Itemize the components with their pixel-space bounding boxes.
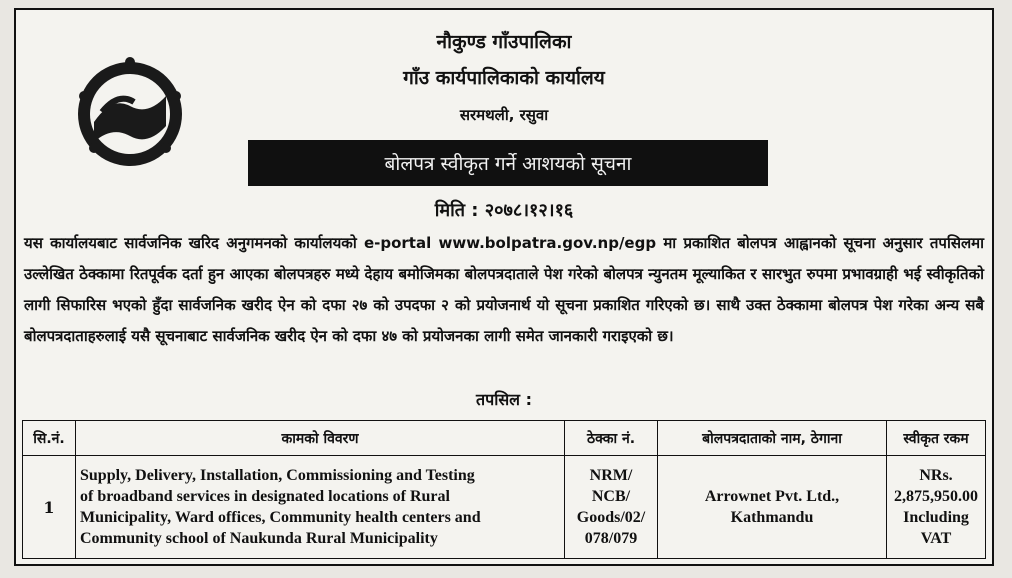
office-name: गाँउ कार्यपालिकाको कार्यालय [403,67,605,89]
header-description: कामको विवरण [76,421,565,456]
contract-no-line: 078/079 [584,530,638,547]
cell-contract-no [565,456,658,559]
bidder-line: Kathmandu [730,509,814,526]
amount-line: 2,875,950.00 [894,488,978,505]
amount-line: Including [903,509,969,526]
details-heading: तपसिल : [476,390,532,409]
award-table [22,420,986,559]
office-location: सरमथली, रसुवा [459,106,549,124]
contract-no-line: Goods/02/ [576,509,646,526]
header-sn: सि.नं. [23,421,76,456]
notice-title: बोलपत्र स्वीकृत गर्ने आशयको सूचना [384,153,632,175]
notice-date: मिति : २०७८।१२।१६ [434,200,574,221]
header-amount: स्वीकृत रकम [887,421,986,456]
bidder-line: Arrownet Pvt. Ltd., [704,488,840,505]
description-line: Community school of Naukunda Rural Municipality [80,530,438,547]
amount-line: NRs. [919,467,953,484]
cell-description [76,456,565,559]
notice-body: यस कार्यालयबाट सार्वजनिक खरिद अनुगमनको कार्यालयको e-portal www.bolpatra.gov.np/egp मा प्रकाशित बोलपत्र आह्वानको सूचना अनुसार तपसिलमा उल्लेखित ठेक्कामा रितपूर्वक दर्ता हुन आएका बोलपत्रहरु मध्ये देहाय बमोजिमका बोलपत्रदाताले पेश गरेको बोलपत्र न्युनतम मूल्याकित र सारभुत रुपमा प्रभावग्राही भई स्वीकृतिको लागी सिफारिस भएको हुँदा सार्वजनिक खरीद ऐन को दफा २७ को उपदफा २ को प्रयोजनार्थ यो सूचना प्रकाशित गरिएको छ। साथै उक्त ठेक्कामा बोलपत्र पेश गरेका अन्य सबै बोलपत्रदाताहरुलाई यसै सूचनाबाट सार्वजनिक खरीद ऐन को दफा ४७ को प्रयोजनका लागी समेत जानकारी गराइएको छ। [24,234,984,345]
table-row [23,456,986,559]
amount-line: VAT [920,530,952,547]
table-header-row [23,421,986,456]
description-line: Municipality, Ward offices, Community health centers and [80,509,481,526]
description-line: of broadband services in designated locations of Rural [80,488,450,505]
contract-no-line: NRM/ [589,467,633,484]
cell-bidder [658,456,887,559]
notice-title-banner [248,140,768,186]
cell-sn: 1 [23,456,76,559]
municipality-name: नौकुण्ड गाँउपालिका [436,31,572,53]
cell-amount [887,456,986,559]
notice-sheet [14,8,994,566]
description-line: Supply, Delivery, Installation, Commissioning and Testing [80,467,475,484]
header-bidder: बोलपत्रदाताको नाम, ठेगाना [658,421,887,456]
contract-no-line: NCB/ [591,488,631,505]
header-contract-no: ठेक्का नं. [565,421,658,456]
